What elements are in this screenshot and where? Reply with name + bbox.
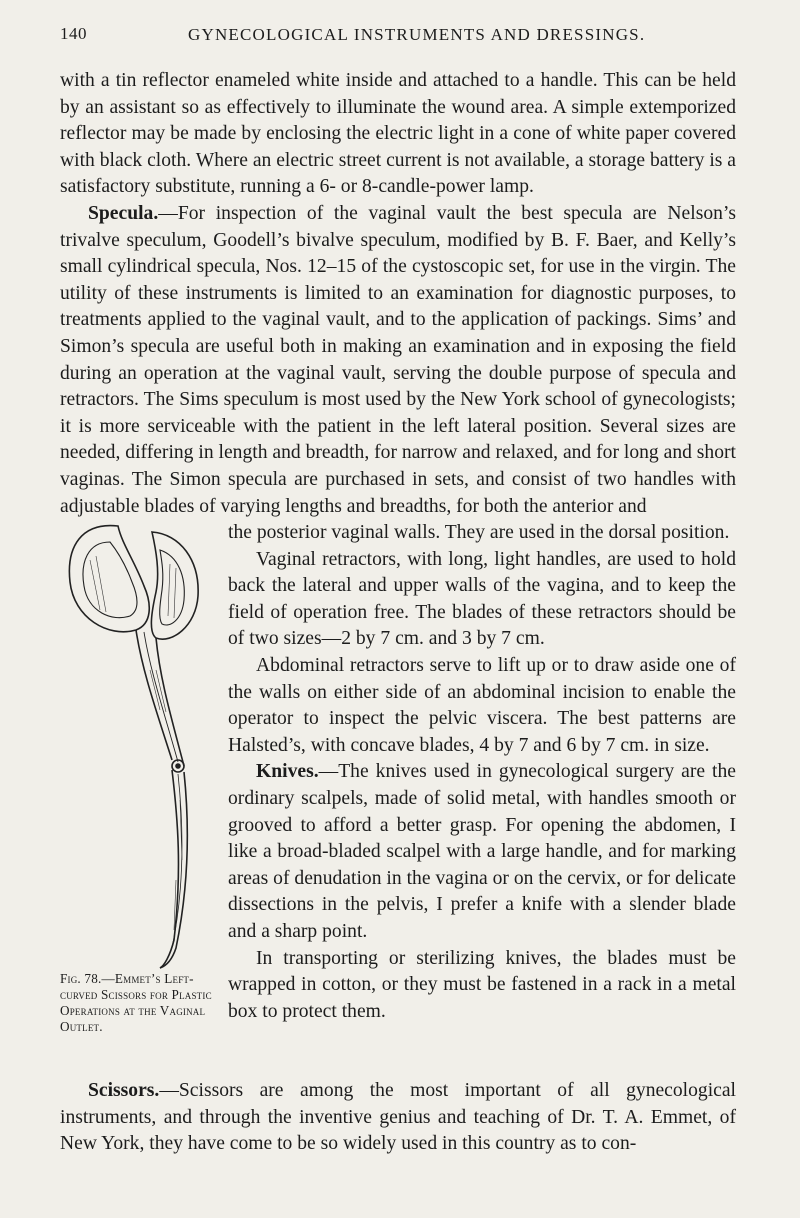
specula-heading: Specula.	[88, 202, 159, 224]
paragraph-knives	[228, 759, 736, 945]
knives-text: —The knives used in gynecological surgery are the ordinary scalpels, made of solid metal, with handles smooth or grooved to afford a better grasp. For opening the abdomen, I like a broad-bladed scalpel with a large handle, and for marking areas of denudation in the vagina or on the cervix, or for delicate dissections in the pelvis, I prefer a knife with a slender blade and a sharp point.	[228, 761, 736, 942]
specula-text: —For inspection of the vaginal vault the best specula are Nelson’s trivalve speculum, Goodell’s bivalve speculum, modified by B. F. Baer, and Kelly’s small cylindrical specula, Nos. 12–15 of the cystoscopic set, for use in the virgin. The utility of these instruments is limited to an examination for diagnostic purposes, to treatments applied to the vaginal vault, and to the application of packings. Sims’ and Simon’s specula are useful both in making an examination and in exposing the field during an operation at the vaginal vault, serving the double purpose of specula and retractors. The Sims speculum is most used by the New York school of gynecologists; it is more serviceable with the patient in the left lateral position. Several sizes are needed, differing in length and breadth, for narrow and relaxed, and for long and short vaginas. The Simon specula are purchased in sets, and consist of two handles with adjustable blades of varying lengths and breadths, for both the anterior and	[60, 202, 736, 517]
paragraph-specula	[60, 201, 736, 520]
page-number: 140	[60, 24, 87, 43]
paragraph-vaginal-retractors: Vaginal retractors, with long, light handles, are used to hold back the lateral and upper walls of the vagina, and to keep the field of operation free. The blades of these retractors should be of two sizes—2 by 7 cm. and 3 by 7 cm.	[228, 548, 736, 650]
running-header	[60, 24, 736, 52]
figure-78	[60, 520, 216, 1078]
paragraph-scissors	[60, 1078, 736, 1158]
knives-heading: Knives.	[256, 761, 319, 783]
paragraph-knives-transport: In transporting or sterilizing knives, the blades must be wrapped in cotton, or they must be fastened in a rack in a metal box to protect them.	[228, 947, 736, 1022]
curved-scissors-illustration	[60, 520, 216, 970]
book-page	[60, 24, 736, 1158]
figure-block	[60, 520, 736, 1078]
running-title: GYNECOLOGICAL INSTRUMENTS AND DRESSINGS.	[188, 25, 646, 44]
scissors-heading: Scissors.	[88, 1080, 160, 1102]
scissors-text: —Scissors are among the most important of all gynecological instruments, and through the inventive genius and teaching of Dr. T. A. Emmet, of New York, they have come to be so widely used in this country as to con-	[60, 1080, 736, 1155]
figure-caption: Fig. 78.—Emmet’s Left-curved Scissors for Plastic Operations at the Vaginal Outlet.	[60, 971, 212, 1035]
paragraph-abdominal-retractors: Abdominal retractors serve to lift up or to draw aside one of the walls on either side of an abdominal incision to enable the operator to inspect the pelvic viscera. The best patterns are Halsted’s, with concave blades, 4 by 7 and 6 by 7 cm. in size.	[228, 655, 736, 756]
paragraph-specula-continued: the posterior vaginal walls. They are used in the dorsal position.	[228, 522, 730, 544]
paragraph-intro: with a tin reflector enameled white inside and attached to a handle. This can be held by an assistant so as effectively to illuminate the wound area. A simple extemporized reflector may be made by enclosing the electric light in a cone of white paper covered with black cloth. Where an electric street current is not available, a storage battery is a satisfactory substitute, running a 6- or 8-candle-power lamp.	[60, 70, 736, 198]
figure-adjacent-text	[228, 520, 736, 1025]
